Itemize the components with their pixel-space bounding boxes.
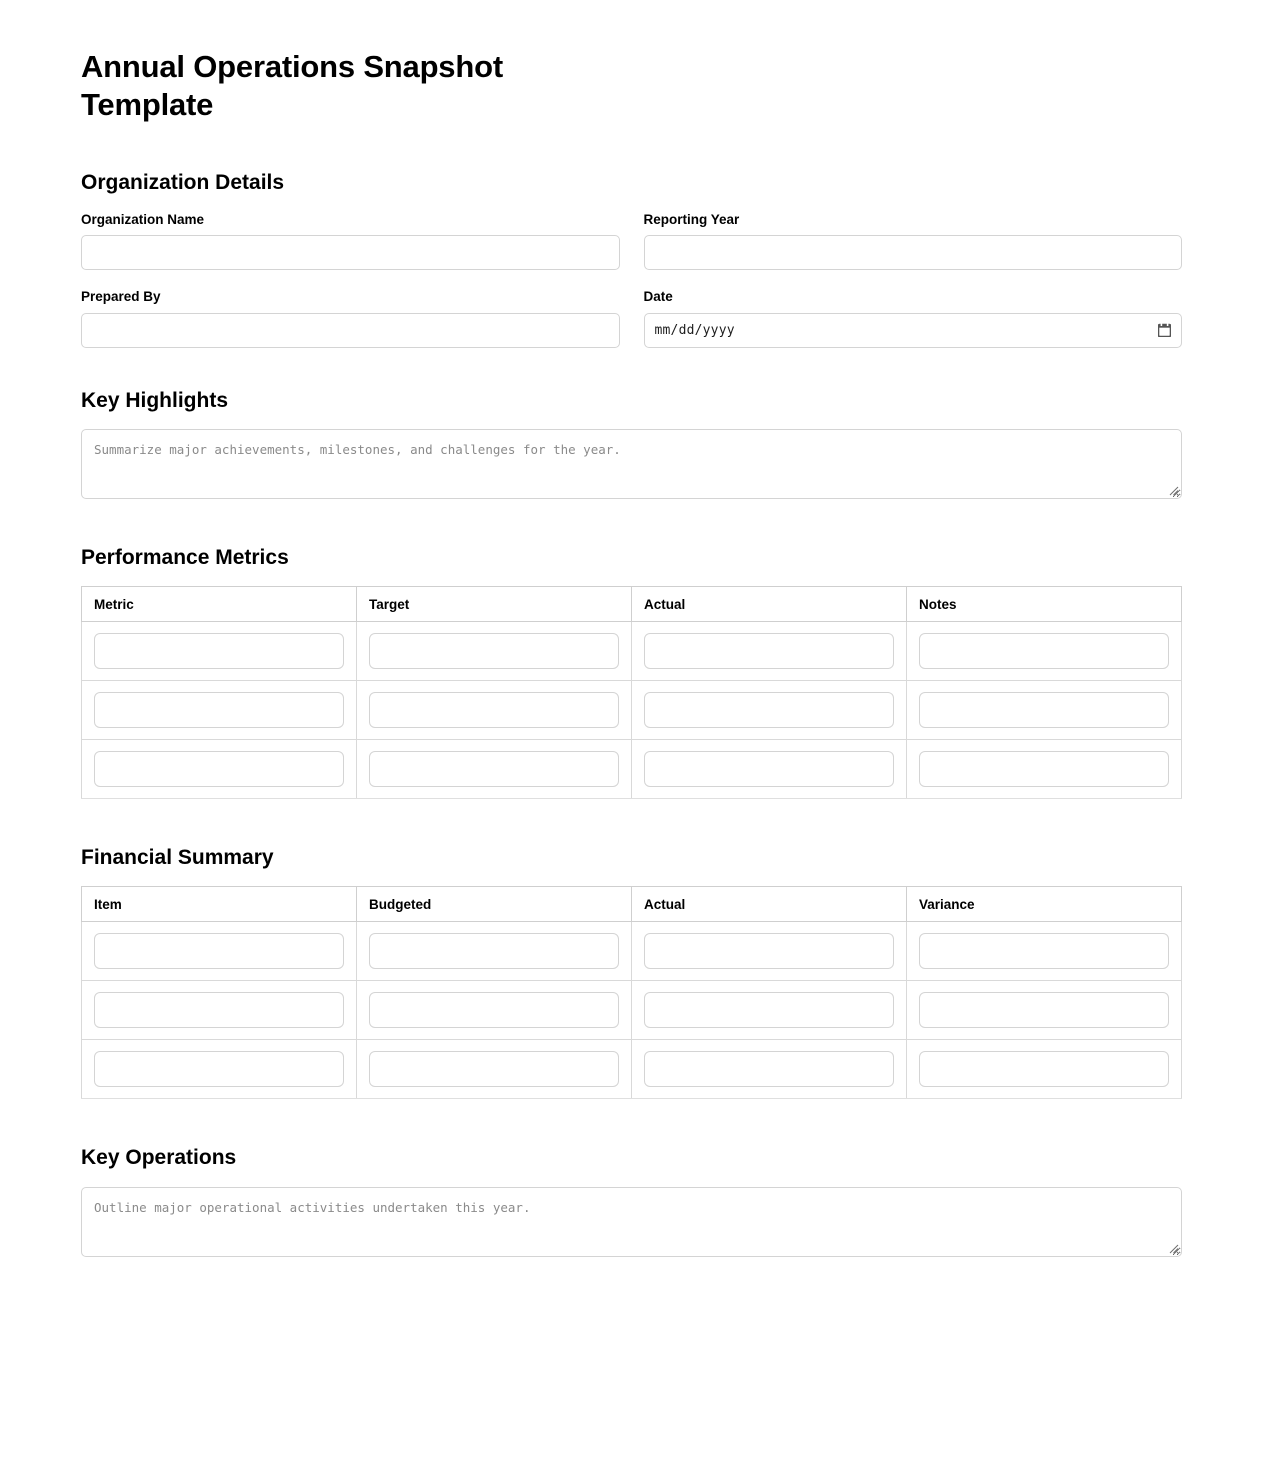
performance-metric-input-r3-actual[interactable] <box>644 751 894 787</box>
performance-metric-input-r3-metric[interactable] <box>94 751 344 787</box>
financial-input-r1-actual[interactable] <box>644 933 894 969</box>
section-heading-financial-summary: Financial Summary <box>81 846 274 870</box>
table-cell <box>357 740 632 799</box>
column-header-notes: Notes <box>907 587 1182 622</box>
table-cell <box>632 681 907 740</box>
column-header-budgeted: Budgeted <box>357 887 632 922</box>
section-heading-organization-details: Organization Details <box>81 170 285 194</box>
financial-input-r1-budgeted[interactable] <box>369 933 619 969</box>
performance-metric-input-r2-metric[interactable] <box>94 692 344 728</box>
financial-summary-table-body <box>82 922 1182 1099</box>
key-highlights-textarea-wrapper <box>81 429 1182 499</box>
financial-input-r1-variance[interactable] <box>919 933 1169 969</box>
financial-input-r3-budgeted[interactable] <box>369 1051 619 1087</box>
section-performance-metrics <box>81 545 1182 799</box>
reporting-year-input[interactable] <box>644 235 1183 270</box>
financial-input-r2-actual[interactable] <box>644 992 894 1028</box>
section-heading-key-highlights: Key Highlights <box>81 388 229 412</box>
table-cell <box>632 622 907 681</box>
performance-metric-input-r1-target[interactable] <box>369 633 619 669</box>
table-cell <box>907 981 1182 1040</box>
table-cell <box>82 740 357 799</box>
prepared-by-input[interactable] <box>81 313 620 348</box>
financial-input-r3-variance[interactable] <box>919 1051 1169 1087</box>
financial-input-r1-item[interactable] <box>94 933 344 969</box>
performance-metric-input-r3-target[interactable] <box>369 751 619 787</box>
table-cell <box>82 1040 357 1099</box>
column-header-actual: Actual <box>632 887 907 922</box>
financial-input-r3-item[interactable] <box>94 1051 344 1087</box>
table-cell <box>632 981 907 1040</box>
performance-metric-input-r2-notes[interactable] <box>919 692 1169 728</box>
financial-input-r2-item[interactable] <box>94 992 344 1028</box>
field-reporting-year <box>644 211 1183 271</box>
column-header-actual: Actual <box>632 587 907 622</box>
table-cell <box>907 622 1182 681</box>
field-date <box>644 288 1183 348</box>
date-input[interactable] <box>644 313 1183 348</box>
date-input-wrapper <box>644 313 1183 348</box>
field-prepared-by <box>81 288 620 348</box>
section-organization-details <box>81 170 1182 348</box>
table-row <box>82 740 1182 799</box>
table-cell <box>82 622 357 681</box>
organization-name-input[interactable] <box>81 235 620 270</box>
table-cell <box>907 681 1182 740</box>
table-cell <box>357 981 632 1040</box>
performance-metric-input-r2-target[interactable] <box>369 692 619 728</box>
page-title: Annual Operations Snapshot Template <box>81 49 503 122</box>
table-cell <box>82 981 357 1040</box>
table-cell <box>357 922 632 981</box>
column-header-target: Target <box>357 587 632 622</box>
table-cell <box>632 740 907 799</box>
table-header-row <box>82 587 1182 622</box>
label-organization-name: Organization Name <box>81 211 205 227</box>
label-reporting-year: Reporting Year <box>643 211 740 227</box>
table-cell <box>632 1040 907 1099</box>
organization-details-field-grid <box>81 211 1182 348</box>
section-key-highlights <box>81 388 1182 499</box>
column-header-variance: Variance <box>907 887 1182 922</box>
financial-summary-table-head <box>82 887 1182 922</box>
performance-metric-input-r1-notes[interactable] <box>919 633 1169 669</box>
performance-metric-input-r3-notes[interactable] <box>919 751 1169 787</box>
financial-input-r2-variance[interactable] <box>919 992 1169 1028</box>
table-cell <box>357 622 632 681</box>
table-cell <box>907 922 1182 981</box>
section-financial-summary <box>81 845 1182 1099</box>
table-cell <box>357 1040 632 1099</box>
performance-metrics-table-body <box>82 622 1182 799</box>
table-row <box>82 681 1182 740</box>
financial-input-r3-actual[interactable] <box>644 1051 894 1087</box>
table-row <box>82 622 1182 681</box>
key-operations-textarea-wrapper <box>81 1187 1182 1257</box>
table-cell <box>907 1040 1182 1099</box>
section-heading-performance-metrics: Performance Metrics <box>81 546 289 570</box>
table-cell <box>357 681 632 740</box>
column-header-metric: Metric <box>82 587 357 622</box>
performance-metric-input-r2-actual[interactable] <box>644 692 894 728</box>
table-row <box>82 981 1182 1040</box>
performance-metric-input-r1-actual[interactable] <box>644 633 894 669</box>
performance-metrics-table-head <box>82 587 1182 622</box>
label-date: Date <box>643 289 673 305</box>
section-heading-key-operations: Key Operations <box>81 1146 237 1170</box>
table-header-row <box>82 887 1182 922</box>
performance-metric-input-r1-metric[interactable] <box>94 633 344 669</box>
table-cell <box>632 922 907 981</box>
table-row <box>82 1040 1182 1099</box>
field-organization-name <box>81 211 620 271</box>
financial-summary-table <box>81 886 1182 1099</box>
financial-input-r2-budgeted[interactable] <box>369 992 619 1028</box>
label-prepared-by: Prepared By <box>81 289 161 305</box>
table-cell <box>907 740 1182 799</box>
performance-metrics-table <box>81 586 1182 799</box>
section-key-operations <box>81 1145 1182 1256</box>
column-header-item: Item <box>82 887 357 922</box>
key-operations-textarea[interactable] <box>81 1187 1182 1257</box>
key-highlights-textarea[interactable] <box>81 429 1182 499</box>
table-row <box>82 922 1182 981</box>
table-cell <box>82 922 357 981</box>
table-cell <box>82 681 357 740</box>
